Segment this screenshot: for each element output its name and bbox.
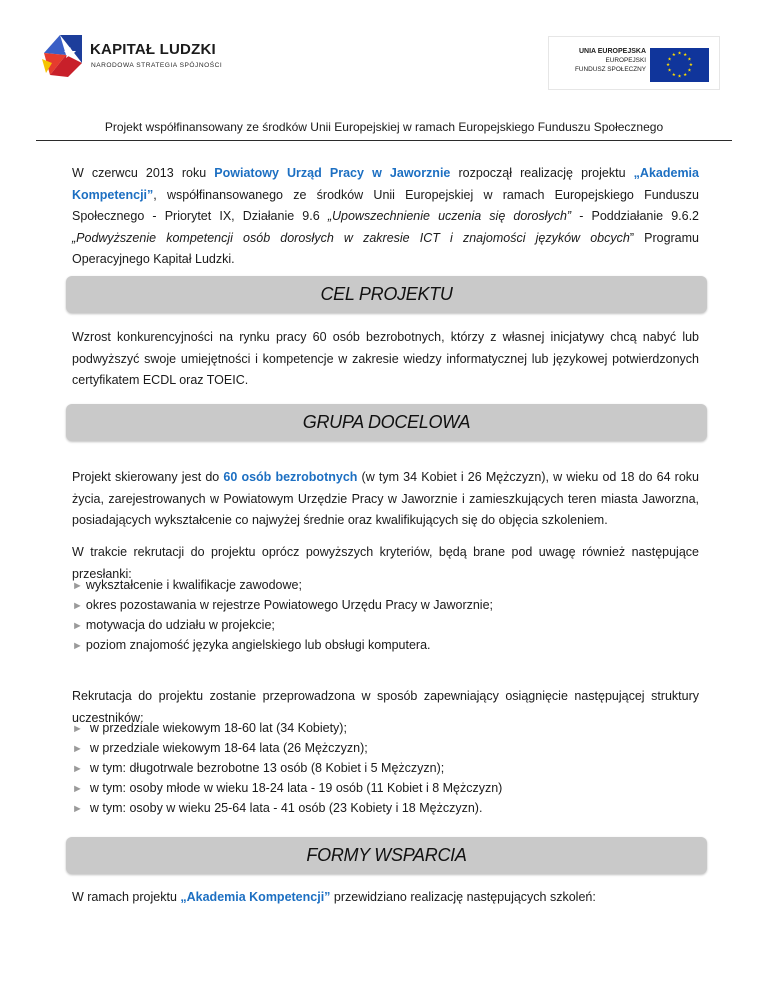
eu-name: UNIA EUROPEJSKA xyxy=(578,48,646,55)
criteria-list xyxy=(72,575,493,655)
header-divider xyxy=(36,140,732,141)
svg-text:★: ★ xyxy=(683,72,688,78)
eu-flag-icon xyxy=(650,48,709,82)
svg-text:★: ★ xyxy=(671,53,676,59)
arrow-bullet-icon: ► xyxy=(72,600,83,612)
svg-text:★: ★ xyxy=(687,57,692,63)
target-group-paragraph: Projekt skierowany jest do 60 osób bezrobotnych (w tym 34 Kobiet i 26 Mężczyzn), w wieku od 18 do 64 roku życia, zarejestrowanych w Powiatowym Urzędzie Pracy w Jaworznie i zamieszkujących teren miasta Jaworzna, posiadających wykształcenie co najwyżej średnie oraz kwalifikujących się do objęcia szkoleniem. xyxy=(72,470,699,527)
participant-count: 60 osób bezrobotnych xyxy=(223,470,358,484)
svg-text:★: ★ xyxy=(688,63,693,68)
structure-intro: Rekrutacja do projektu zostanie przeprowadzona w sposób zapewniający osiągnięcie następującej struktury uczestników: xyxy=(72,689,699,725)
svg-text:★: ★ xyxy=(683,53,688,59)
kapital-ludzki-subtitle: NARODOWA STRATEGIA SPÓJNOŚCI xyxy=(91,62,223,69)
arrow-bullet-icon: ► xyxy=(72,723,83,735)
intro-paragraph: W czerwcu 2013 roku Powiatowy Urząd Pracy w Jaworznie rozpoczął realizację projektu „Akademia Kompetencji”, współfinansowanego ze środków Unii Europejskiej w ramach Europejskiego Funduszu Społecznego - Priorytet IX, Działanie 9.6 „Upowszechnienie uczenia się dorosłych” - Poddziałanie 9.6.2 „Podwyższenie kompetencji osób dorosłych w zakresie ICT i znajomości języków obcych” Programu Operacyjnego Kapitał Ludzki. xyxy=(72,166,700,266)
eu-fund-line1: EUROPEJSKI xyxy=(605,57,646,64)
section-header-goal: CEL PROJEKTU xyxy=(66,276,707,313)
svg-text:★: ★ xyxy=(677,51,682,57)
list-item: ► wykształcenie i kwalifikacje zawodowe; xyxy=(72,578,302,592)
section-header-target-group: GRUPA DOCELOWA xyxy=(66,404,707,441)
section-header-support-forms: FORMY WSPARCIA xyxy=(66,837,707,874)
arrow-bullet-icon: ► xyxy=(72,580,83,592)
arrow-bullet-icon: ► xyxy=(72,640,83,652)
list-item: ► w przedziale wiekowym 18-60 lat (34 Kobiety); xyxy=(72,721,347,735)
list-item: ► poziom znajomość języka angielskiego lub obsługi komputera. xyxy=(72,638,431,652)
kapital-ludzki-title: KAPITAŁ LUDZKI xyxy=(90,41,216,58)
arrow-bullet-icon: ► xyxy=(72,743,83,755)
svg-text:★: ★ xyxy=(671,72,676,78)
criteria-intro: W trakcie rekrutacji do projektu oprócz powyższych kryteriów, będą brane pod uwagę również następujące przesłanki: xyxy=(72,545,699,581)
list-item: ► w tym: osoby młode w wieku 18-24 lata - 19 osób (11 Kobiet i 8 Mężczyzn) xyxy=(72,781,503,795)
project-name: „Akademia Kompetencji” xyxy=(180,890,331,904)
eu-logo xyxy=(548,36,720,90)
svg-text:★: ★ xyxy=(667,68,672,74)
kapital-ludzki-emblem-icon xyxy=(40,33,86,79)
project-name: „Akademia Kompetencji” xyxy=(72,166,699,202)
eu-fund-line2: FUNDUSZ SPOŁECZNY xyxy=(574,66,646,73)
svg-text:★: ★ xyxy=(677,74,682,80)
co-funding-note: Projekt współfinansowany ze środków Unii Europejskiej w ramach Europejskiego Funduszu Społecznego xyxy=(104,120,664,134)
list-item: ► okres pozostawania w rejestrze Powiatowego Urzędu Pracy w Jaworznie; xyxy=(72,598,494,612)
arrow-bullet-icon: ► xyxy=(72,763,83,775)
kapital-ludzki-logo xyxy=(40,33,270,83)
list-item: ► w tym: długotrwale bezrobotne 13 osób (8 Kobiet i 5 Mężczyzn); xyxy=(72,761,445,775)
list-item: ► w tym: osoby w wieku 25-64 lata - 41 osób (23 Kobiety i 18 Mężczyzn). xyxy=(72,801,483,815)
svg-text:★: ★ xyxy=(667,57,672,63)
eu-logo-text xyxy=(575,47,646,74)
goal-paragraph: Wzrost konkurencyjności na rynku pracy 60 osób bezrobotnych, którzy z własnej inicjatywy chcą nabyć lub podwyższyć swoje umiejętności i kompetencje w zakresie wiedzy informatycznej lub językowej potwierdzonych certyfikatem ECDL oraz TOEIC. xyxy=(72,330,699,387)
arrow-bullet-icon: ► xyxy=(72,620,83,632)
support-forms-paragraph: W ramach projektu „Akademia Kompetencji” przewidziano realizację następujących szkoleń: xyxy=(72,890,596,904)
svg-text:★: ★ xyxy=(666,63,671,68)
arrow-bullet-icon: ► xyxy=(72,803,83,815)
action-name: „Upowszechnienie uczenia się dorosłych” xyxy=(327,209,572,223)
structure-list xyxy=(72,718,502,818)
list-item: ► w przedziale wiekowym 18-64 lata (26 Mężczyzn); xyxy=(72,741,368,755)
arrow-bullet-icon: ► xyxy=(72,783,83,795)
office-name: Powiatowy Urząd Pracy w Jaworznie xyxy=(214,166,451,180)
svg-text:★: ★ xyxy=(687,68,692,74)
list-item: ► motywacja do udziału w projekcie; xyxy=(72,618,275,632)
subaction-name: „Podwyższenie kompetencji osób dorosłych w zakresie ICT i znajomości języków obcych xyxy=(72,230,630,245)
